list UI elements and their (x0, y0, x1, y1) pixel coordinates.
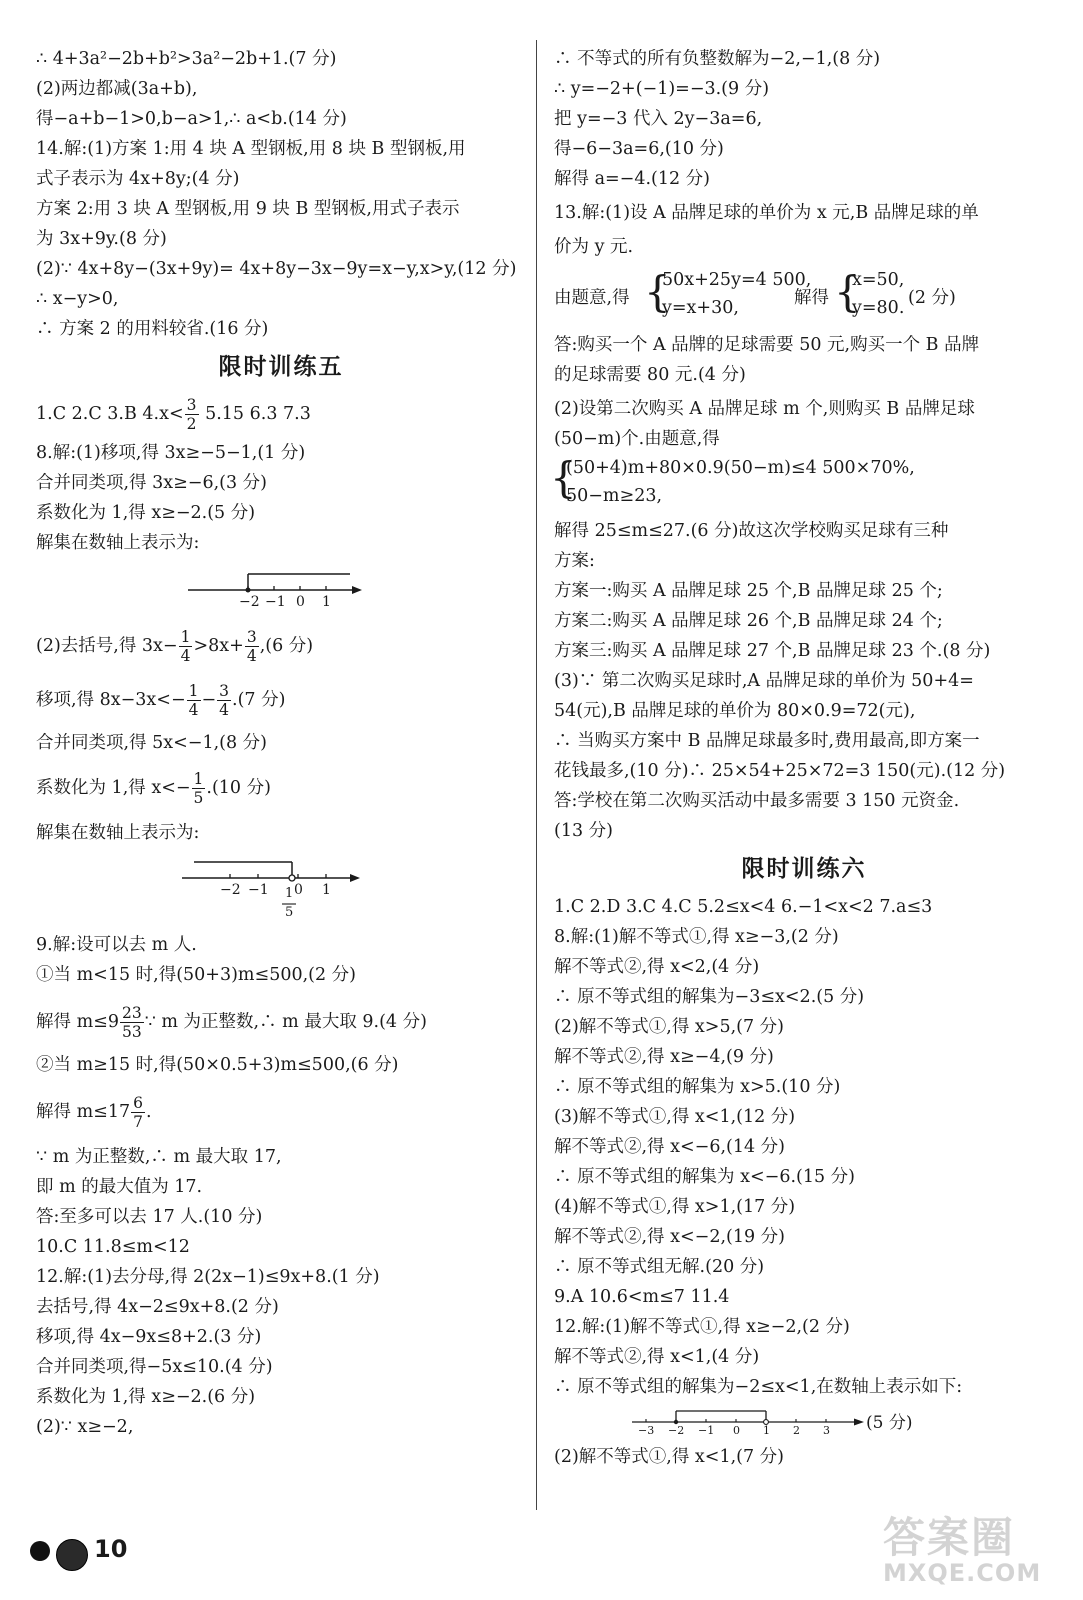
text-line: (3)解不等式①,得 x<1,(12 分) (554, 1107, 796, 1127)
text-line: 合并同类项,得 5x<−1,(8 分) (36, 733, 268, 753)
denominator: 4 (219, 701, 230, 719)
text-line: 解不等式②,得 x<1,(4 分) (554, 1347, 760, 1367)
text-segment: .(7 分) (232, 690, 286, 710)
numerator: 1 (180, 628, 191, 646)
denominator: 4 (188, 701, 199, 719)
tick-label: 0 (296, 594, 305, 610)
text-segment: (2)去括号,得 3x− (36, 636, 178, 656)
denominator: 7 (133, 1113, 143, 1131)
number-line-1 (36, 558, 526, 616)
right-lines-c (554, 516, 1054, 846)
text-line: 即 m 的最大值为 17. (36, 1177, 203, 1197)
answers-5-part-b: 5.15 6.3 7.3 (199, 404, 311, 424)
text-segment: . (145, 1102, 152, 1122)
tick-label: 0 (733, 1424, 740, 1437)
number-line-2 (36, 848, 526, 928)
text-line: 1.C 2.D 3.C 4.C 5.2≤x<4 6.−1<x<2 7.a≤3 (554, 897, 933, 917)
text-segment: ,(6 分) (259, 636, 314, 656)
text-segment: 解得 m≤9 (36, 1012, 119, 1032)
column-divider (536, 40, 537, 1510)
fraction-numerator: 1 (285, 886, 294, 901)
text-line: ②当 m≥15 时,得(50×0.5+3)m≤500,(6 分) (36, 1055, 399, 1075)
tick-label: −2 (220, 882, 241, 898)
brace-icon: { (834, 267, 861, 316)
text-line: (13 分) (554, 821, 613, 841)
text-line: 系数化为 1,得 x≥−2.(6 分) (36, 1387, 256, 1407)
page-number: 10 (94, 1535, 128, 1563)
answers-5-part-a: 1.C 2.C 3.B 4.x< (36, 404, 184, 424)
fraction (120, 1004, 144, 1041)
text-line: ∴ 原不等式组的解集为−2≤x<1,在数轴上表示如下: (554, 1377, 963, 1397)
text-line: 8.解:(1)移项,得 3x≥−5−1,(1 分) (36, 443, 306, 463)
q8-part2-line (36, 622, 526, 670)
text-segment: − (201, 690, 217, 710)
text-line: 9.A 10.6<m≤7 11.4 (554, 1287, 730, 1307)
tick-label: 1 (322, 882, 331, 898)
fraction (187, 682, 201, 719)
brace-icon: { (644, 267, 671, 316)
text-line: (3)∵ 第二次购买足球时,A 品牌足球的单价为 50+4= (554, 671, 974, 691)
text-line: 解不等式②,得 x≥−4,(9 分) (554, 1047, 774, 1067)
text-line: 合并同类项,得 3x≥−6,(3 分) (36, 473, 268, 493)
tick-label: 2 (793, 1424, 800, 1437)
fraction (185, 396, 199, 433)
bullet-dot-icon (30, 1541, 50, 1561)
tick-label: −2 (668, 1424, 685, 1437)
text-line: 系数化为 1,得 x≥−2.(5 分) (36, 503, 256, 523)
tick-label: 1 (763, 1424, 770, 1437)
denominator: 4 (180, 647, 191, 665)
tick-label: 0 (294, 882, 303, 898)
text-line: ∵ m 为正整数,∴ m 最大取 17, (36, 1147, 282, 1167)
text-line: (4)解不等式①,得 x>1,(17 分) (554, 1197, 796, 1217)
numerator: 3 (219, 682, 230, 700)
text-line: ∴ x−y>0, (36, 289, 119, 309)
denominator: 53 (121, 1023, 142, 1041)
text-line: 54(元),B 品牌足球的单价为 80×0.9=72(元), (554, 701, 916, 721)
text-line: ∴ 不等式的所有负整数解为−2,−1,(8 分) (554, 49, 881, 69)
tick-label: −2 (239, 594, 260, 610)
section-heading-5: 限时训练五 (218, 354, 344, 380)
text-segment: 系数化为 1,得 x<− (36, 778, 191, 798)
text-line: 解得 a=−4.(12 分) (554, 169, 711, 189)
text-line: 解集在数轴上表示为: (36, 823, 200, 843)
text-segment: .(10 分) (206, 778, 271, 798)
text-line: 解得 25≤m≤27.(6 分)故这次学校购买足球有三种 (554, 521, 949, 541)
number-line-1-graphic (36, 558, 436, 616)
text-line: (50−m)个.由题意,得 (554, 429, 720, 449)
denominator: 2 (186, 415, 197, 433)
text-line: ∴ y=−2+(−1)=−3.(9 分) (554, 79, 770, 99)
tick-label: 3 (823, 1424, 830, 1437)
q8-coef-line (36, 764, 526, 812)
inequality: (50+4)m+80×0.9(50−m)≤4 500×70%, (566, 458, 915, 478)
inequality: 50−m≥23, (566, 486, 663, 506)
brace-icon: { (550, 453, 577, 502)
text-line: 8.解:(1)解不等式①,得 x≥−3,(2 分) (554, 927, 839, 947)
text-line: (2)解不等式①,得 x>5,(7 分) (554, 1017, 784, 1037)
text-line: ∴ 原不等式组的解集为 x<−6.(15 分) (554, 1167, 856, 1187)
equation: y=80. (852, 298, 905, 318)
tick-label: −1 (698, 1424, 715, 1437)
text-line: ∴ 当购买方案中 B 品牌足球最多时,费用最高,即方案一 (554, 731, 980, 751)
right-column (550, 44, 1054, 1472)
text-line: (2)∵ 4x+8y−(3x+9y)= 4x+8y−3x−9y=x−y,x>y,(12 分) (36, 259, 517, 279)
text-line: 得−a+b−1>0,b−a>1,∴ a<b.(14 分) (36, 109, 347, 129)
text-line: ∴ 原不等式组无解.(20 分) (554, 1257, 765, 1277)
text-line: 价为 y 元. (554, 237, 634, 257)
text-line: 花钱最多,(10 分)∴ 25×54+25×72=3 150(元).(12 分) (554, 761, 1006, 781)
text-line: 答:学校在第二次购买活动中最多需要 3 150 元资金. (554, 791, 960, 811)
text-line: 9.解:设可以去 m 人. (36, 935, 197, 955)
text-line: ∴ 原不等式组的解集为 x>5.(10 分) (554, 1077, 841, 1097)
text-line: 12.解:(1)去分母,得 2(2x−1)≤9x+8.(1 分) (36, 1267, 380, 1287)
text-segment: 由题意,得 (554, 288, 630, 308)
text-line: 答:至多可以去 17 人.(10 分) (36, 1207, 263, 1227)
tick-label: −3 (638, 1424, 655, 1437)
text-segment: 解得 (794, 288, 829, 308)
text-line: 去括号,得 4x−2≤9x+8.(2 分) (36, 1297, 279, 1317)
text-segment: (2 分) (908, 288, 956, 308)
text-line: 14.解:(1)方案 1:用 4 块 A 型钢板,用 8 块 B 型钢板,用 (36, 139, 466, 159)
number-line-3-graphic (554, 1402, 1014, 1442)
text-line: 方案二:购买 A 品牌足球 26 个,B 品牌足球 24 个; (554, 611, 943, 631)
fraction (245, 628, 259, 665)
numerator: 1 (193, 770, 204, 788)
text-line: 解不等式②,得 x<−6,(14 分) (554, 1137, 786, 1157)
fraction (131, 1094, 145, 1131)
ball-icon (56, 1539, 88, 1571)
text-segment: 移项,得 8x−3x<− (36, 690, 186, 710)
left-lines-bottom (36, 1142, 526, 1442)
text-line: (2)解不等式①,得 x<1,(7 分) (554, 1447, 784, 1467)
equation: y=x+30, (662, 298, 739, 318)
q9-solve-line (36, 998, 526, 1046)
text-line: 方案 2:用 3 块 A 型钢板,用 9 块 B 型钢板,用式子表示 (36, 199, 460, 219)
text-line: (2)设第二次购买 A 品牌足球 m 个,则购买 B 品牌足球 (554, 399, 975, 419)
text-line: 解不等式②,得 x<−2,(19 分) (554, 1227, 786, 1247)
text-line: 方案一:购买 A 品牌足球 25 个,B 品牌足球 25 个; (554, 581, 943, 601)
text-line: 答:购买一个 A 品牌的足球需要 50 元,购买一个 B 品牌 (554, 335, 980, 355)
section-heading-6: 限时训练六 (741, 856, 867, 882)
text-line: 为 3x+9y.(8 分) (36, 229, 167, 249)
tick-label: −1 (248, 882, 269, 898)
text-segment: >8x+ (193, 636, 244, 656)
text-line: 方案: (554, 551, 595, 571)
text-line: (2)∵ x≥−2, (36, 1417, 134, 1437)
text-line: ∴ 原不等式组的解集为−3≤x<2.(5 分) (554, 987, 865, 1007)
text-line: 合并同类项,得−5x≤10.(4 分) (36, 1357, 273, 1377)
number-line-3 (554, 1402, 1054, 1442)
fraction (217, 682, 231, 719)
watermark (883, 1505, 1073, 1595)
text-line: 13.解:(1)设 A 品牌足球的单价为 x 元,B 品牌足球的单 (554, 203, 979, 223)
tick-label: −1 (265, 594, 286, 610)
q8-move-terms-line (36, 676, 526, 724)
fraction-denominator: 5 (285, 905, 294, 920)
numerator: 1 (188, 682, 199, 700)
text-segment: 解得 m≤17 (36, 1102, 131, 1122)
watermark-domain: MXQE.COM (883, 1559, 1042, 1587)
text-line: 得−6−3a=6,(10 分) (554, 139, 724, 159)
fraction (192, 770, 206, 807)
text-line: ∴ 4+3a²−2b+b²>3a²−2b+1.(7 分) (36, 49, 337, 69)
text-line: (2)两边都减(3a+b), (36, 79, 198, 99)
text-line: 的足球需要 80 元.(4 分) (554, 365, 746, 385)
text-line: 移项,得 4x−9x≤8+2.(3 分) (36, 1327, 262, 1347)
text-line: 解集在数轴上表示为: (36, 533, 200, 553)
text-line: 方案三:购买 A 品牌足球 27 个,B 品牌足球 23 个.(8 分) (554, 641, 991, 661)
text-line: ①当 m<15 时,得(50+3)m≤500,(2 分) (36, 965, 357, 985)
inequality-system-2 (550, 453, 1054, 514)
numerator: 3 (246, 628, 257, 646)
numerator: 3 (186, 396, 197, 414)
watermark-title: 答案圈 (883, 1513, 1016, 1562)
left-column (36, 44, 526, 1442)
left-lines-top (36, 44, 526, 344)
text-line: 把 y=−3 代入 2y−3a=6, (554, 109, 763, 129)
text-line: 10.C 11.8≤m<12 (36, 1237, 190, 1257)
text-line: 式子表示为 4x+8y;(4 分) (36, 169, 240, 189)
answers-line-5 (36, 390, 526, 438)
denominator: 5 (193, 789, 204, 807)
right-lines-d (554, 892, 1054, 1402)
numerator: 6 (133, 1094, 143, 1112)
equation: 50x+25y=4 500, (662, 270, 812, 290)
q9-solve2-line (36, 1088, 526, 1136)
text-line: ∴ 方案 2 的用料较省.(16 分) (36, 319, 269, 339)
score-label: (5 分) (866, 1413, 913, 1433)
tick-label: 1 (322, 594, 331, 610)
text-segment: ∵ m 为正整数,∴ m 最大取 9.(4 分) (144, 1012, 427, 1032)
numerator: 23 (121, 1004, 142, 1022)
text-line: 12.解:(1)解不等式①,得 x≥−2,(2 分) (554, 1317, 850, 1337)
equation: x=50, (852, 270, 905, 290)
equation-system-1 (554, 268, 1054, 328)
fraction (179, 628, 193, 665)
text-line: 解不等式②,得 x<2,(4 分) (554, 957, 760, 977)
denominator: 4 (246, 647, 257, 665)
